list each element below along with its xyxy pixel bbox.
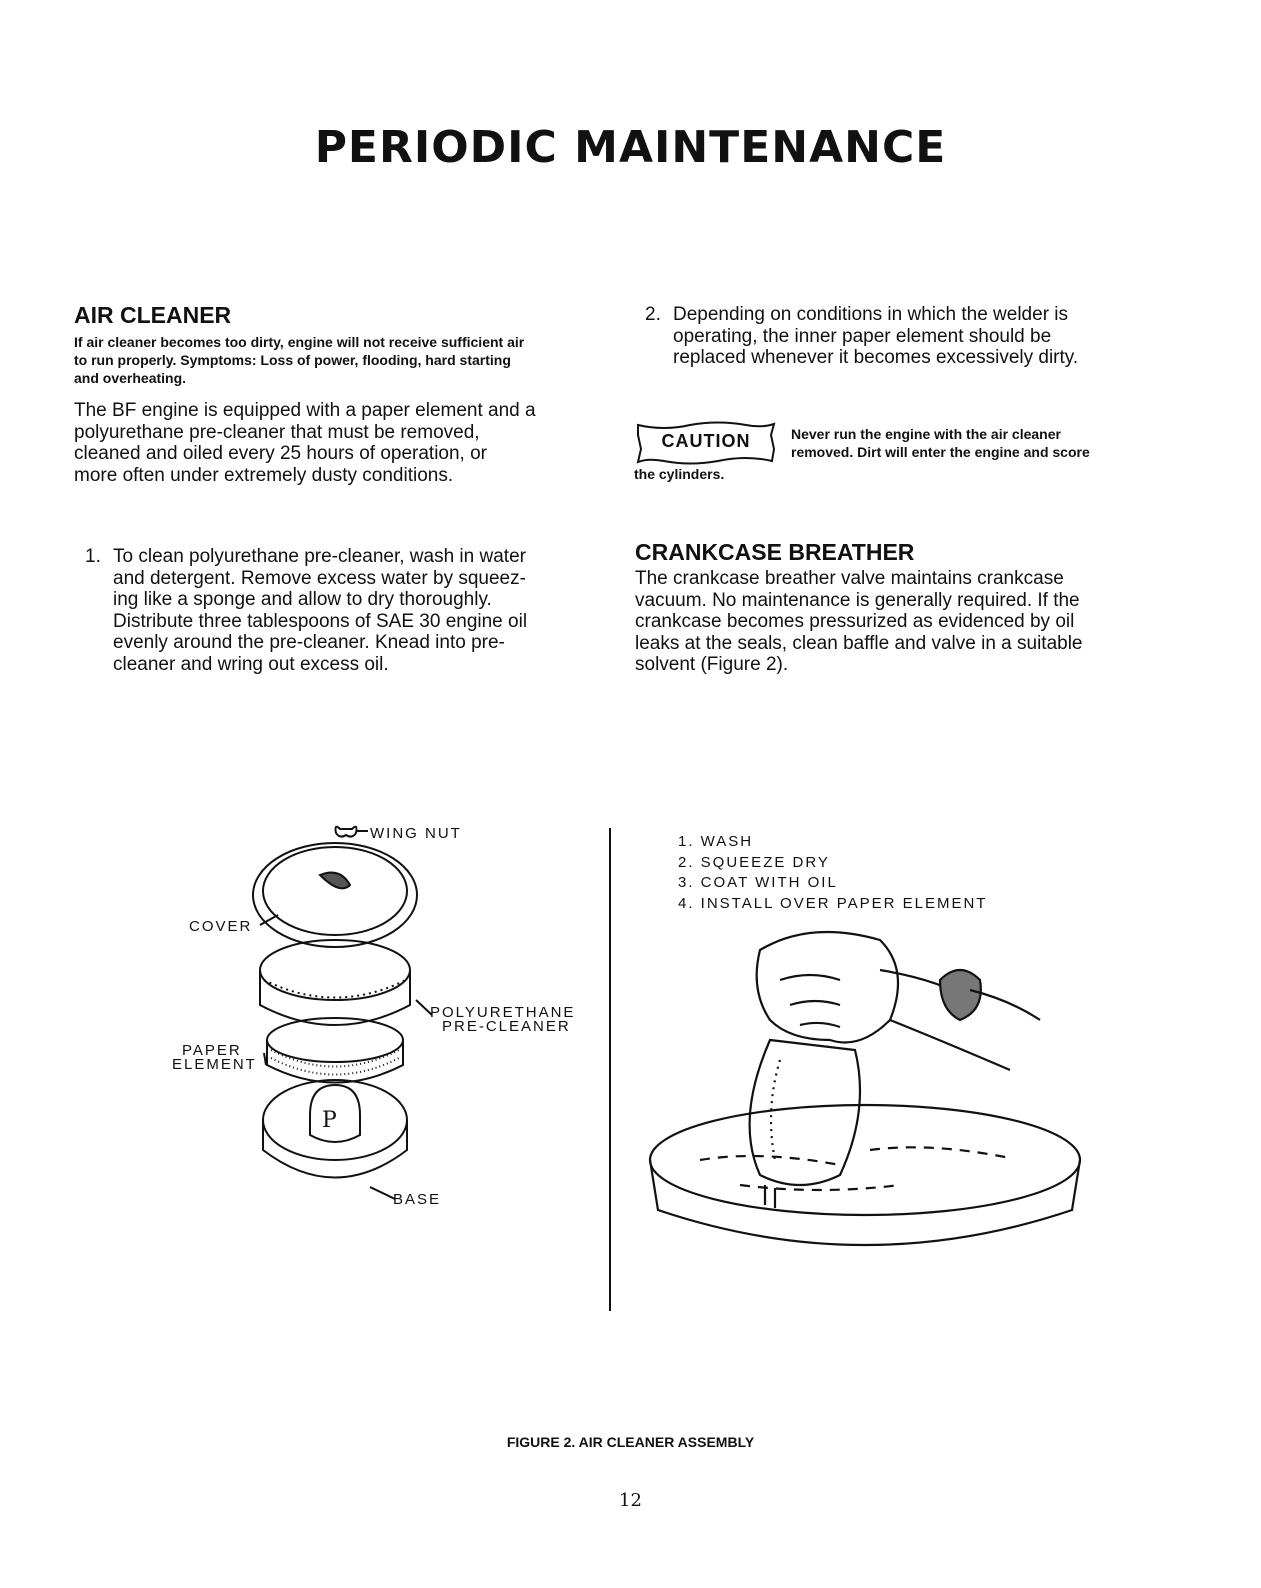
figure-step: 2. SQUEEZE DRY: [678, 853, 830, 871]
label-cover: COVER: [189, 918, 253, 935]
step-2: [645, 304, 1129, 369]
caution-label: CAUTION: [661, 431, 751, 451]
intro-line: cleaned and oiled every 25 hours of operation, or: [74, 443, 487, 464]
air-cleaner-warning: [74, 333, 584, 387]
crankcase-line: vacuum. No maintenance is generally required. If the: [635, 589, 1080, 611]
step-2-line: operating, the inner paper element should be: [673, 325, 1052, 347]
crankcase-body: [635, 568, 1129, 676]
svg-text:P: P: [322, 1108, 337, 1133]
step-1: [85, 546, 580, 675]
caution-tail: the cylinders.: [634, 466, 725, 482]
label-paper-1: PAPER: [182, 1042, 242, 1059]
crankcase-heading: CRANKCASE BREATHER: [635, 539, 915, 565]
step-1-number: 1.: [85, 546, 101, 567]
step-1-line: ing like a sponge and allow to dry thoroughly.: [113, 589, 492, 610]
intro-line: The BF engine is equipped with a paper element and a: [74, 400, 536, 421]
step-2-line: Depending on conditions in which the welder is: [673, 304, 1069, 325]
step-1-line: and detergent. Remove excess water by squeez-: [113, 567, 526, 589]
label-base: BASE: [393, 1191, 442, 1208]
intro-line: polyurethane pre-cleaner that must be removed,: [74, 421, 480, 443]
wing-nut-icon: [336, 827, 357, 837]
step-2-line: replaced whenever it becomes excessively dirty.: [673, 347, 1079, 368]
page-title: PERIODIC MAINTENANCE: [314, 122, 947, 173]
air-cleaner-intro: [74, 400, 579, 486]
warning-line: If air cleaner becomes too dirty, engine will not receive sufficient air: [74, 334, 525, 350]
caution-line: Never run the engine with the air cleaner: [791, 426, 1061, 442]
label-pre-cleaner-2: PRE-CLEANER: [442, 1018, 571, 1035]
figure-caption: FIGURE 2. AIR CLEANER ASSEMBLY: [506, 1434, 755, 1450]
step-2-number: 2.: [645, 304, 661, 325]
crankcase-line: leaks at the seals, clean baffle and valve in a suitable: [635, 632, 1083, 654]
step-1-line: Distribute three tablespoons of SAE 30 engine oil: [113, 610, 528, 632]
label-paper-2: ELEMENT: [172, 1056, 257, 1073]
step-1-line: To clean polyurethane pre-cleaner, wash in water: [113, 546, 526, 567]
air-cleaner-heading: AIR CLEANER: [74, 302, 232, 328]
label-wing-nut: WING NUT: [370, 825, 462, 842]
crankcase-line: crankcase becomes pressurized as evidenced by oil: [635, 611, 1075, 632]
figure-step: 1. WASH: [678, 833, 754, 850]
wringing-illustration: [640, 910, 1090, 1250]
label-pre-cleaner-1: POLYURETHANE: [430, 1004, 576, 1021]
figure-step: 3. COAT WITH OIL: [678, 874, 838, 891]
intro-line: more often under extremely dusty conditions.: [74, 464, 454, 486]
warning-line: and overheating.: [74, 370, 187, 386]
figure-divider: [609, 828, 611, 1311]
crankcase-line: solvent (Figure 2).: [635, 654, 789, 675]
crankcase-line: The crankcase breather valve maintains crankcase: [635, 568, 1064, 589]
warning-line: to run properly. Symptoms: Loss of power, flooding, hard starting: [74, 352, 511, 368]
figure-steps: [678, 832, 987, 914]
step-1-line: evenly around the pre-cleaner. Knead into pre-: [113, 632, 505, 653]
page-number: 12: [619, 1490, 642, 1511]
caution-line: removed. Dirt will enter the engine and score: [791, 444, 1090, 460]
figure-step: 4. INSTALL OVER PAPER ELEMENT: [678, 894, 988, 912]
step-1-line: cleaner and wring out excess oil.: [113, 653, 389, 675]
caution-text: [791, 425, 1131, 461]
